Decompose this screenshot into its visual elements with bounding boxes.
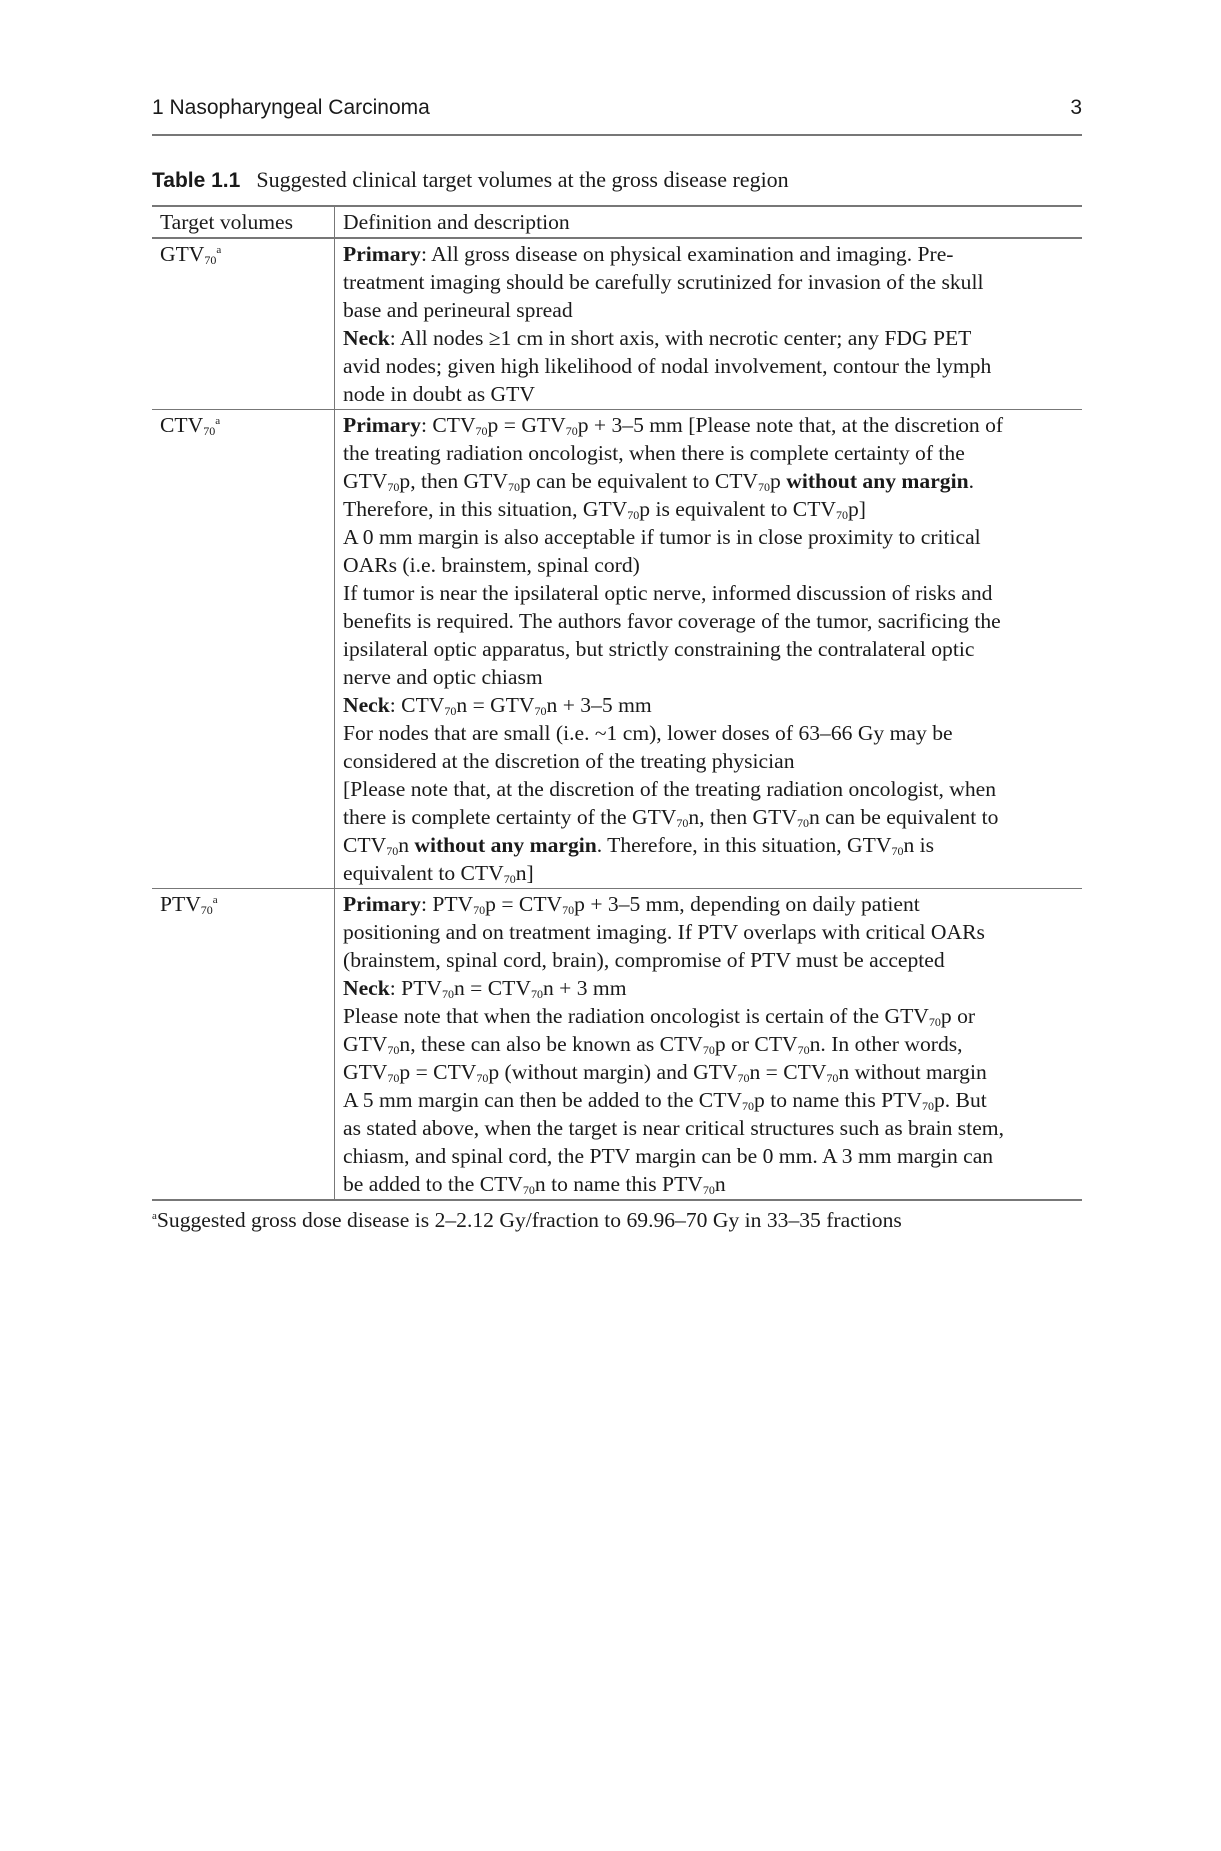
footnote-text: Suggested gross dose disease is 2–2.12 Gy/fraction to 69.96–70 Gy in 33–35 fractions (156, 1208, 902, 1232)
target-volume-cell (152, 889, 335, 1201)
definition-text: : All nodes ≥1 cm in short axis, with necrotic center; any FDG PET (389, 326, 972, 350)
bold-label: Primary (343, 413, 421, 437)
target-volume-name: GTV (160, 242, 205, 266)
definition-text: p can be equivalent to CTV (519, 469, 759, 493)
definition-text: If tumor is near the ipsilateral optic nerve, informed discussion of risks and (343, 581, 993, 605)
definition-text: node in doubt as GTV (343, 382, 535, 406)
table-row (152, 410, 1082, 889)
definition-text: as stated above, when the target is near critical structures such as brain stem, (343, 1116, 1004, 1140)
definition-text: p = CTV (399, 1060, 477, 1084)
subscript-text: 70 (627, 508, 640, 522)
definition-text: n = GTV (456, 693, 535, 717)
definition-text: Please note that when the radiation oncologist is certain of the GTV (343, 1004, 929, 1028)
column-header-target: Target volumes (152, 206, 335, 238)
subscript-text: 70 (742, 1099, 754, 1113)
subscript-text: 70 (797, 1043, 810, 1057)
table-row (152, 889, 1082, 1201)
table-body (152, 238, 1082, 1200)
definition-text: p is equivalent to CTV (639, 497, 836, 521)
definition-text: : All gross disease on physical examination and imaging. Pre- (420, 242, 954, 266)
definition-text: n can be equivalent to (808, 805, 999, 829)
definition-line (343, 918, 1080, 946)
subscript-text: 70 (928, 1015, 941, 1029)
definition-line (343, 946, 1080, 974)
footnote-marker: a (152, 1210, 157, 1222)
table-caption (152, 167, 1082, 193)
definition-line (343, 1058, 1080, 1086)
definition-cell (335, 238, 1083, 410)
definition-text: n (714, 1172, 726, 1196)
subscript-text: 70 (565, 424, 578, 438)
subscript-text: 70 (386, 844, 399, 858)
definition-text: p = GTV (487, 413, 566, 437)
definition-line (343, 467, 1080, 495)
target-volume-name: CTV (160, 413, 204, 437)
definition-text: there is complete certainty of the GTV (343, 805, 677, 829)
definition-line (343, 719, 1080, 747)
definition-text: Therefore, in this situation, GTV (343, 497, 628, 521)
definition-line (343, 1114, 1080, 1142)
definition-line (343, 523, 1080, 551)
definition-text: n] (515, 861, 534, 885)
definition-line (343, 439, 1080, 467)
bold-label: Neck (343, 976, 390, 1000)
definition-line (343, 1030, 1080, 1058)
definition-text: For nodes that are small (i.e. ~1 cm), lower doses of 63–66 Gy may be (343, 721, 953, 745)
subscript-text: 70 (387, 480, 400, 494)
definition-text: (brainstem, spinal cord, brain), compromise of PTV must be accepted (343, 948, 945, 972)
definition-text: p + 3–5 mm, depending on daily patient (574, 892, 920, 916)
bold-label: without any margin (786, 469, 969, 493)
definition-text: n, then GTV (688, 805, 797, 829)
definition-text: nerve and optic chiasm (343, 665, 543, 689)
chapter-title: 1 Nasopharyngeal Carcinoma (152, 96, 430, 119)
subscript-text: 70 (562, 903, 575, 917)
definition-line (343, 635, 1080, 663)
definition-line (343, 607, 1080, 635)
bold-label: Neck (343, 326, 390, 350)
definition-line (343, 1002, 1080, 1030)
definition-text: : CTV (420, 413, 476, 437)
definition-text: n + 3 mm (542, 976, 627, 1000)
footnote-reference: a (215, 415, 221, 427)
definition-text: : CTV (389, 693, 445, 717)
definition-text: p or CTV (714, 1032, 798, 1056)
definition-text: base and perineural spread (343, 298, 573, 322)
target-volume-subscript: 70 (200, 903, 213, 917)
subscript-text: 70 (702, 1043, 715, 1057)
definition-text: [Please note that, at the discretion of the treating radiation oncologist, when (343, 777, 997, 801)
definition-line (343, 352, 1080, 380)
definition-text: p. But (933, 1088, 987, 1112)
definition-line (343, 974, 1080, 1002)
target-volume-subscript: 70 (204, 253, 217, 267)
target-volume-name: PTV (160, 892, 201, 916)
definition-text: benefits is required. The authors favor coverage of the tumor, sacrificing the (343, 609, 1001, 633)
definition-text: GTV (343, 1060, 388, 1084)
definition-text: OARs (i.e. brainstem, spinal cord) (343, 553, 640, 577)
definition-text: n is (903, 833, 935, 857)
definition-text: p] (847, 497, 866, 521)
subscript-text: 70 (522, 1183, 535, 1197)
definition-line (343, 380, 1080, 408)
definition-text: p + 3–5 mm [Please note that, at the discretion of (577, 413, 1004, 437)
subscript-text: 70 (387, 1071, 400, 1085)
definition-text: p = CTV (485, 892, 563, 916)
subscript-text: 70 (444, 704, 457, 718)
definition-text: n without margin (838, 1060, 987, 1084)
subscript-text: 70 (534, 704, 547, 718)
definition-text: GTV (343, 469, 388, 493)
definition-text: n. In other words, (809, 1032, 963, 1056)
subscript-text: 70 (387, 1043, 400, 1057)
target-volumes-table (152, 205, 1082, 1201)
subscript-text: 70 (676, 816, 689, 830)
footnote-reference: a (212, 894, 218, 906)
definition-line (343, 268, 1080, 296)
definition-text: GTV (343, 1032, 388, 1056)
definition-line (343, 663, 1080, 691)
definition-line (343, 803, 1080, 831)
subscript-text: 70 (921, 1099, 934, 1113)
subscript-text: 70 (473, 903, 486, 917)
definition-text: treatment imaging should be carefully scrutinized for invasion of the skull (343, 270, 984, 294)
column-header-definition: Definition and description (343, 210, 570, 234)
subscript-text: 70 (891, 844, 904, 858)
footnote-reference: a (216, 244, 222, 256)
definition-text: : PTV (389, 976, 442, 1000)
definition-text: n = CTV (453, 976, 531, 1000)
definition-text: positioning and on treatment imaging. If PTV overlaps with critical OARs (343, 920, 985, 944)
definition-line (343, 831, 1080, 859)
subscript-text: 70 (530, 987, 543, 1001)
target-volume-cell (152, 410, 335, 889)
bold-label: without any margin (414, 833, 597, 857)
definition-text: avid nodes; given high likelihood of nodal involvement, contour the lymph (343, 354, 992, 378)
definition-line (343, 890, 1080, 918)
definition-text: n + 3–5 mm (546, 693, 652, 717)
definition-text: : PTV (420, 892, 474, 916)
definition-text: CTV (343, 833, 387, 857)
subscript-text: 70 (737, 1071, 750, 1085)
definition-text: n, these can also be known as CTV (399, 1032, 703, 1056)
definition-text: considered at the discretion of the treating physician (343, 749, 795, 773)
definition-text: . Therefore, in this situation, GTV (596, 833, 892, 857)
definition-line (343, 747, 1080, 775)
subscript-text: 70 (826, 1071, 839, 1085)
page-number: 3 (1070, 96, 1082, 119)
subscript-text: 70 (796, 816, 809, 830)
table-label: Table 1.1 (152, 169, 241, 192)
definition-line (343, 296, 1080, 324)
definition-line (343, 551, 1080, 579)
target-volume-cell (152, 238, 335, 410)
definition-cell (335, 410, 1083, 889)
definition-line (343, 1086, 1080, 1114)
definition-line (343, 859, 1080, 887)
definition-text: p or (940, 1004, 976, 1028)
target-volume-subscript: 70 (203, 424, 216, 438)
definition-text: n to name this PTV (534, 1172, 703, 1196)
subscript-text: 70 (835, 508, 848, 522)
definition-text: . (968, 469, 974, 493)
table-header-row (152, 206, 1082, 238)
definition-line (343, 1170, 1080, 1198)
definition-text: chiasm, and spinal cord, the PTV margin can be 0 mm. A 3 mm margin can (343, 1144, 994, 1168)
definition-line (343, 324, 1080, 352)
subscript-text: 70 (758, 480, 771, 494)
definition-text: be added to the CTV (343, 1172, 523, 1196)
definition-text: p to name this PTV (754, 1088, 922, 1112)
definition-text: equivalent to CTV (343, 861, 504, 885)
definition-text: A 0 mm margin is also acceptable if tumor is in close proximity to critical (343, 525, 981, 549)
subscript-text: 70 (702, 1183, 715, 1197)
subscript-text: 70 (503, 872, 516, 886)
definition-line (343, 775, 1080, 803)
bold-label: Neck (343, 693, 390, 717)
definition-text: n (398, 833, 415, 857)
definition-text: the treating radiation oncologist, when there is complete certainty of the (343, 441, 965, 465)
table-caption-text: Suggested clinical target volumes at the gross disease region (256, 167, 789, 192)
definition-line (343, 495, 1080, 523)
definition-text: p, then GTV (399, 469, 508, 493)
subscript-text: 70 (476, 1071, 489, 1085)
subscript-text: 70 (507, 480, 520, 494)
bold-label: Primary (343, 242, 421, 266)
table-row (152, 238, 1082, 410)
definition-line (343, 1142, 1080, 1170)
bold-label: Primary (343, 892, 421, 916)
definition-text: n = CTV (749, 1060, 827, 1084)
definition-line (343, 691, 1080, 719)
header-divider (152, 134, 1082, 136)
subscript-text: 70 (475, 424, 488, 438)
subscript-text: 70 (441, 987, 454, 1001)
definition-text: A 5 mm margin can then be added to the CTV (343, 1088, 742, 1112)
definition-text: ipsilateral optic apparatus, but strictly constraining the contralateral optic (343, 637, 975, 661)
definition-text: p (770, 469, 787, 493)
definition-line (343, 411, 1080, 439)
definition-line (343, 240, 1080, 268)
definition-cell (335, 889, 1083, 1201)
definition-line (343, 579, 1080, 607)
definition-text: p (without margin) and GTV (488, 1060, 738, 1084)
table-footnote (152, 1208, 1082, 1233)
